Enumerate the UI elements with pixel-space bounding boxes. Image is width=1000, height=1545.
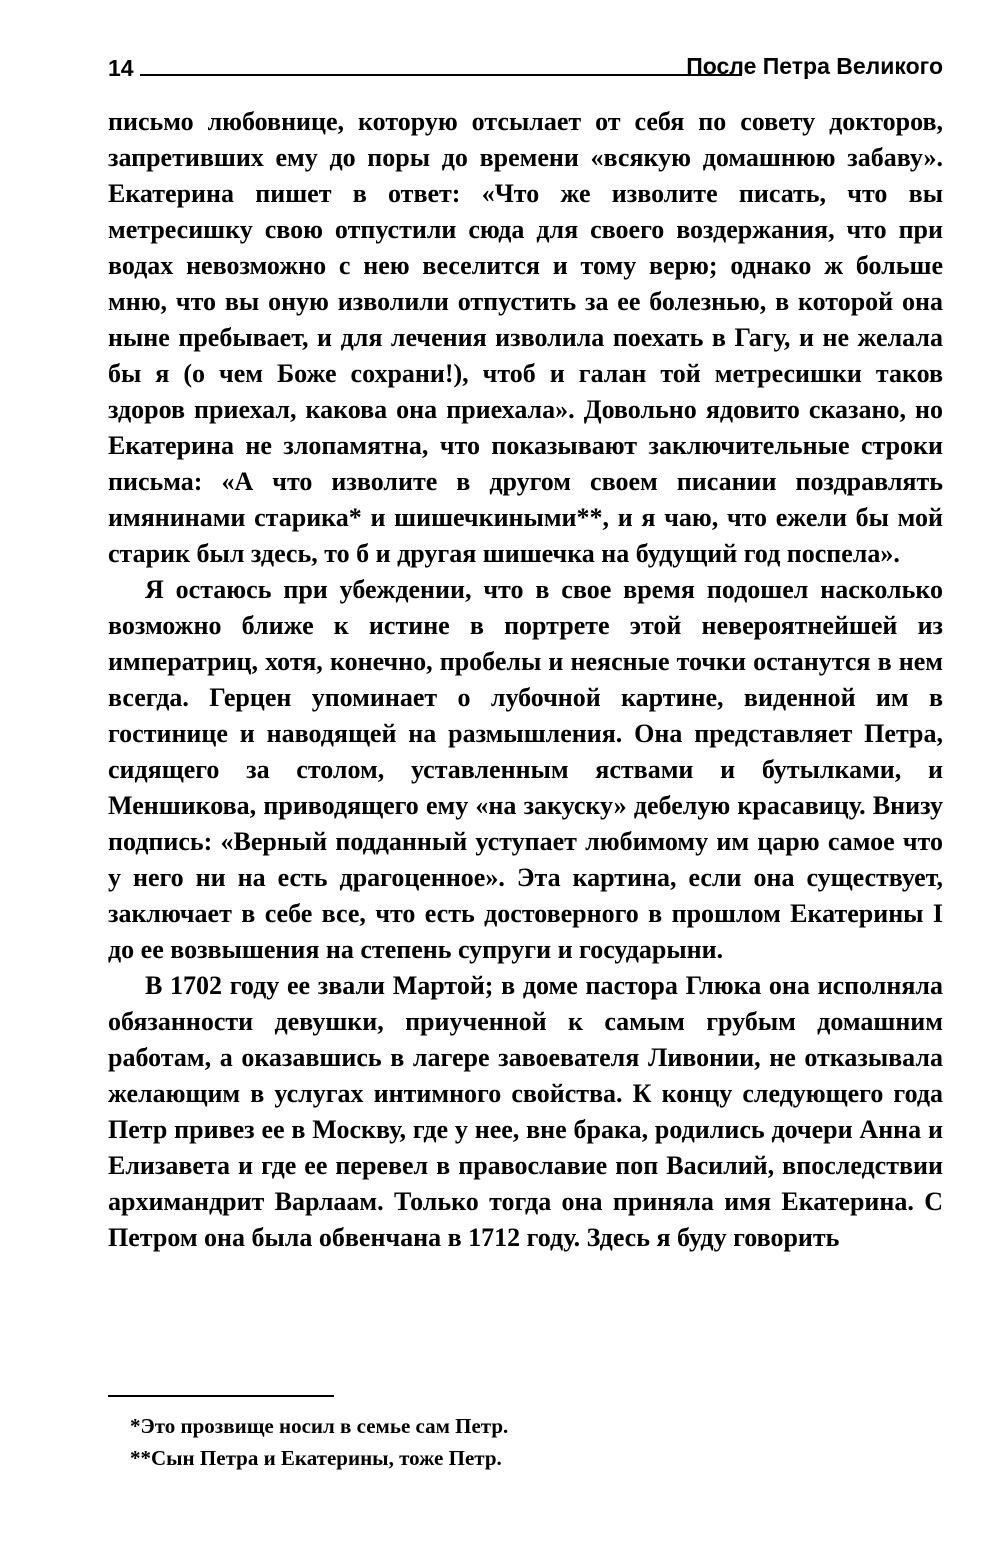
footnote-rule — [108, 1395, 334, 1397]
paragraph-2: Я остаюсь при убеждении, что в свое время подошел насколько возможно ближе к истине в портрете этой невероятнейшей из императриц, хотя, конечно, пробелы и неясные точки останутся в нем всегда. Герцен упоминает о лубочной картине, виденной им в гостинице и наводящей на размышления. Она представляет Петра, сидящего за столом, уставленным яствами и бутылками, и Меншикова, приводящего ему «на закуску» дебелую красавицу. Внизу подпись: «Верный подданный уступает любимому им царю самое что у него ни на есть драгоценное». Эта картина, если она существует, заключает в себе все, что есть достоверного в прошлом Екатерины I до ее возвышения на степень супруги и государыни. — [108, 575, 943, 964]
footnote-2: **Сын Петра и Екатерины, тоже Петр. — [130, 1446, 502, 1470]
footnotes — [130, 1410, 930, 1474]
paragraph-1: письмо любовнице, которую отсылает от себя по совету докторов, запретивших ему до поры до времени «всякую домашнюю забаву». Екатерина пишет в ответ: «Что же изволите писать, что вы метресишку свою отпустили сюда для своего воздержания, что при водах невозможно с нею веселится и тому верю; однако ж больше мню, что вы оную изволили отпустить за ее болезнью, в которой она ныне пребывает, и для лечения изволила поехать в Гагу, и не желала бы я (о чем Боже сохрани!), чтоб и галан той метресишки таков здоров приехал, какова она приехала». Довольно ядовито сказано, но Екатерина не злопамятна, что показывают заключительные строки письма: «А что изволите в другом своем писании поздравлять имянинами старика* и шишечкиными**, и я чаю, что ежели бы мой старик был здесь, то б и другая шишечка на будущий год поспела». — [108, 107, 943, 568]
page-number: 14 — [108, 55, 134, 81]
paragraph-3: В 1702 году ее звали Мартой; в доме пастора Глюка она исполняла обязанности девушки, приученной к самым грубым домашним работам, а оказавшись в лагере завоевателя Ливонии, не отказывала желающим в услугах интимного свойства. К концу следующего года Петр привез ее в Москву, где у нее, вне брака, родились дочери Анна и Елизавета и где ее перевел в православие поп Василий, впоследствии архимандрит Варлаам. Только тогда она приняла имя Екатерина. С Петром она была обвенчана в 1712 году. Здесь я буду говорить — [108, 971, 943, 1252]
running-head — [108, 44, 943, 88]
body-text — [108, 104, 943, 1256]
header-rule — [140, 74, 742, 76]
running-title: После Петра Великого — [686, 53, 943, 79]
footnote-1: *Это прозвище носил в семье сам Петр. — [130, 1414, 509, 1438]
